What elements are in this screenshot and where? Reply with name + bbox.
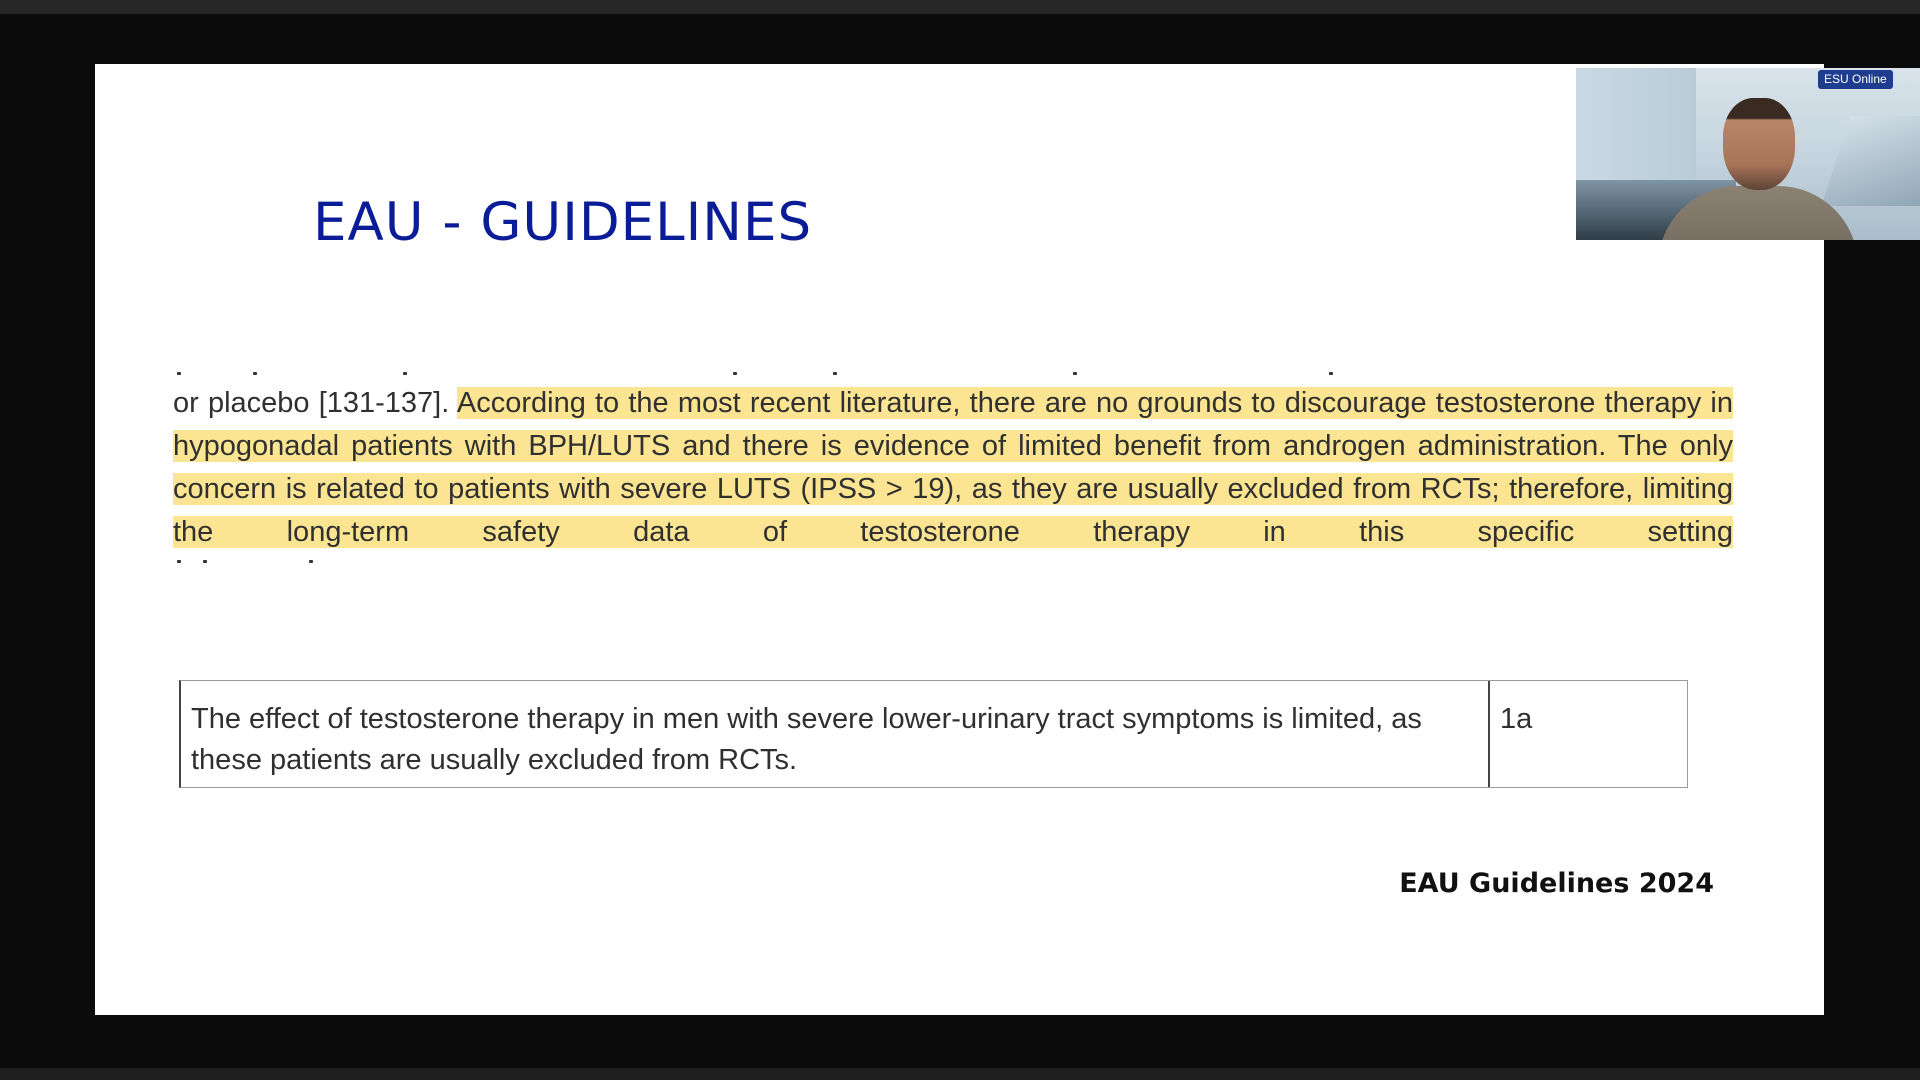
presenter-webcam-video[interactable]	[1576, 68, 1920, 240]
presentation-slide	[95, 64, 1824, 1015]
cropped-text-line-bottom	[173, 560, 1733, 568]
guideline-paragraph	[173, 382, 1733, 554]
source-citation: EAU Guidelines 2024	[1399, 868, 1714, 899]
webcam-background-monitor	[1821, 116, 1920, 206]
highlighted-text: According to the most recent literature, there are no grounds to discourage testosterone therapy in hypogonadal patients with BPH/LUTS and there is evidence of limited benefit from androgen administration. The only concern is related to patients with severe LUTS (IPSS > 19), as they are usually excluded from RCTs; therefore, limiting the long-term safety data of testosterone therapy in this specific setting	[173, 387, 1734, 548]
slide-title: EAU - GUIDELINES	[313, 192, 813, 253]
cropped-text-line-top	[173, 368, 1733, 376]
paragraph-citation-text: or placebo [131-137].	[173, 387, 457, 419]
brand-badge: ESU Online	[1818, 70, 1893, 89]
top-letterbox-bar	[0, 0, 1920, 14]
evidence-summary-table	[179, 680, 1688, 788]
level-of-evidence-cell: 1a	[1500, 703, 1533, 735]
summary-statement-cell: The effect of testosterone therapy in men with severe lower-urinary tract symptoms is limited, as these patients are usually excluded from RCTs.	[181, 681, 1490, 787]
presenter-head	[1723, 98, 1795, 190]
bottom-letterbox-bar	[0, 1068, 1920, 1080]
